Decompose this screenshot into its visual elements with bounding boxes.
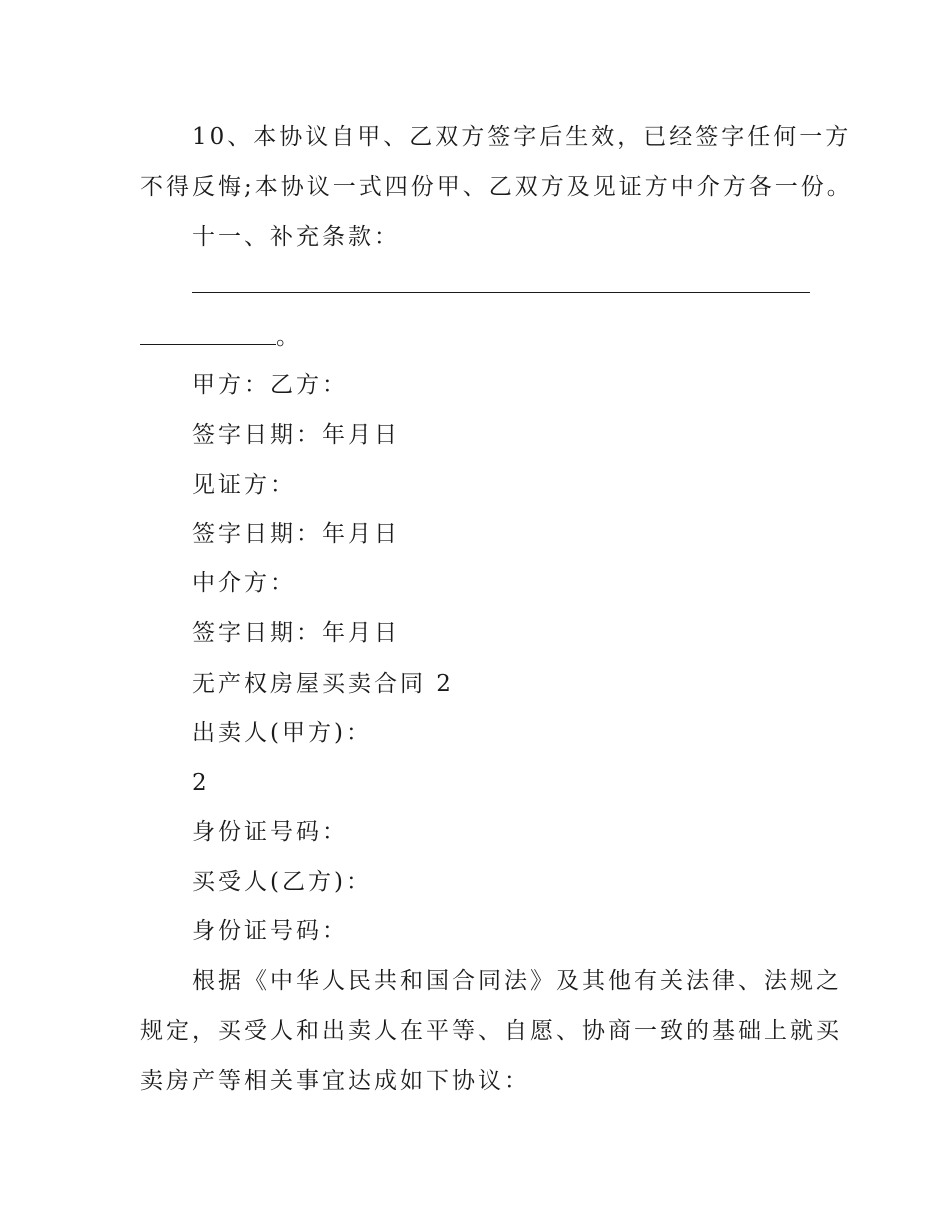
clause-10-line-1: 10、本协议自甲、乙双方签字后生效，已经签字任何一方 [192,124,852,150]
witness-signature: 见证方： [192,472,296,498]
party-a-b-signature: 甲方：乙方： [192,372,348,398]
supplement-heading: 十一、补充条款： [192,224,400,250]
clause-10-line-2: 不得反悔;本协议一式四份甲、乙双方及见证方中介方各一份。 [140,174,853,200]
sign-date-3: 签字日期：年月日 [192,620,400,646]
page-number: 2 [192,770,210,796]
preamble-line-2: 规定，买受人和出卖人在平等、自愿、协商一致的基础上就买 [140,1018,842,1044]
supplement-blank-line-1 [192,292,810,293]
sign-date-2: 签字日期：年月日 [192,521,400,547]
supplement-end-period: 。 [276,324,299,350]
contract-2-title: 无产权房屋买卖合同 2 [192,671,454,697]
agent-signature: 中介方： [192,570,296,596]
supplement-blank-line-2 [140,344,276,345]
preamble-line-3: 卖房产等相关事宜达成如下协议： [140,1068,530,1094]
seller-id-field: 身份证号码： [192,819,348,845]
seller-field: 出卖人(甲方)： [192,720,372,746]
preamble-line-1: 根据《中华人民共和国合同法》及其他有关法律、法规之 [192,968,842,994]
buyer-field: 买受人(乙方)： [192,869,372,895]
buyer-id-field: 身份证号码： [192,918,348,944]
sign-date-1: 签字日期：年月日 [192,422,400,448]
